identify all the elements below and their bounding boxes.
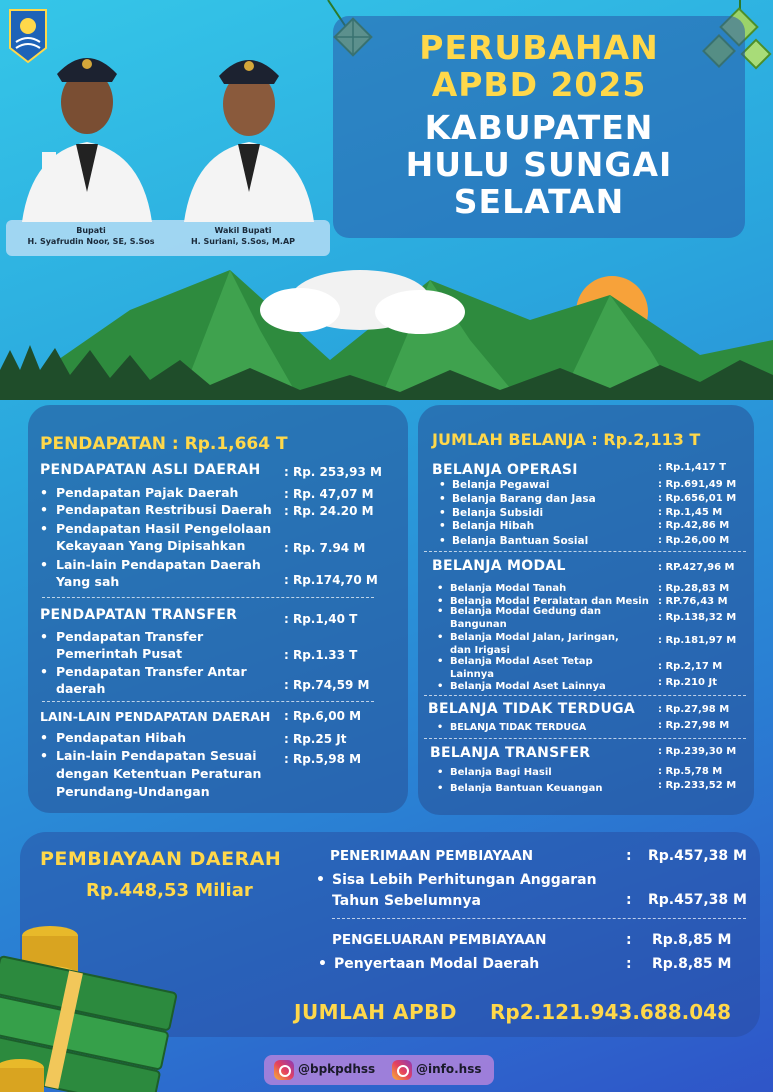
list-item-value: : Rp. 47,07 M <box>284 487 374 501</box>
list-item: • Pendapatan Hasil Pengelolaan <box>56 521 271 538</box>
belanja-transfer-label: BELANJA TRANSFER <box>430 745 591 761</box>
list-item-value: : Rp.691,49 M <box>658 479 737 490</box>
list-item: • Belanja Modal Aset Lainnya <box>450 681 606 694</box>
divider <box>424 695 746 696</box>
list-item-value: : Rp. 24.20 M <box>284 504 374 518</box>
list-item-value: : Rp.5,78 M <box>658 766 723 777</box>
title-line: KABUPATEN <box>424 107 654 147</box>
penerimaan-label: PENERIMAAN PEMBIAYAAN <box>330 848 534 864</box>
jumlah-apbd-label: JUMLAH APBD <box>294 1000 457 1024</box>
list-item: • Belanja Modal Tanah <box>450 583 566 596</box>
list-item: • Belanja Modal Aset Tetap <box>450 656 593 669</box>
list-item: • BELANJA TIDAK TERDUGA <box>450 722 586 734</box>
pendapatan-title: PENDAPATAN : Rp.1,664 T <box>40 434 288 454</box>
title-line: SELATAN <box>453 181 625 221</box>
modal-daerah-value: Rp.8,85 M <box>652 956 732 972</box>
title-line: HULU SUNGAI <box>405 144 673 184</box>
title-line: PERUBAHAN <box>419 28 659 67</box>
tak-terduga-value: : Rp.27,98 M <box>658 704 730 715</box>
list-item: • Belanja Hibah <box>452 520 534 533</box>
pengeluaran-value: Rp.8,85 M <box>652 932 732 948</box>
pembiayaan-title: PEMBIAYAAN DAERAH <box>40 848 282 870</box>
list-item-cont: dengan Ketentuan Peraturan <box>56 766 262 781</box>
belanja-title: JUMLAH BELANJA : Rp.2,113 T <box>432 430 701 449</box>
divider <box>424 551 746 552</box>
list-item-value: : Rp.42,86 M <box>658 520 730 531</box>
silpa-value: Rp.457,38 M <box>648 892 747 908</box>
list-item-cont: Perundang-Undangan <box>56 784 210 799</box>
list-item: • Pendapatan Transfer <box>56 629 203 646</box>
social-link-bpkpdhss[interactable]: @bpkpdhss <box>298 1062 376 1076</box>
pengeluaran-label: PENGELUARAN PEMBIAYAAN <box>332 932 547 948</box>
transfer-label: PENDAPATAN TRANSFER <box>40 607 238 623</box>
list-item-value: : Rp.74,59 M <box>284 678 370 692</box>
list-item-value: : Rp.174,70 M <box>284 573 378 587</box>
list-item: • Belanja Modal Gedung dan <box>450 606 601 619</box>
modal-label: BELANJA MODAL <box>432 558 566 574</box>
list-item: • Lain-lain Pendapatan Sesuai <box>56 748 257 765</box>
pembiayaan-total: Rp.448,53 Miliar <box>86 880 253 901</box>
list-item-cont: Bangunan <box>450 619 507 630</box>
list-item: • Belanja Barang dan Jasa <box>452 493 596 506</box>
operasi-label: BELANJA OPERASI <box>432 462 578 478</box>
instagram-icon <box>274 1060 294 1080</box>
operasi-value: : Rp.1,417 T <box>658 462 727 473</box>
list-item-value: : Rp.27,98 M <box>658 720 730 731</box>
jumlah-apbd-value: Rp2.121.943.688.048 <box>490 1000 732 1024</box>
colon: : <box>626 892 632 908</box>
bupati-caption <box>6 226 176 248</box>
list-item-cont: daerah <box>56 681 106 696</box>
colon: : <box>626 932 632 948</box>
pad-label: PENDAPATAN ASLI DAERAH <box>40 462 261 478</box>
list-item-value: : Rp.26,00 M <box>658 535 730 546</box>
pad-value: : Rp. 253,93 M <box>284 465 382 479</box>
list-item-cont: Kekayaan Yang Dipisahkan <box>56 538 246 553</box>
list-item-cont: Yang sah <box>56 574 120 589</box>
list-item: • Pendapatan Restribusi Daerah <box>56 502 272 519</box>
divider <box>42 597 374 598</box>
belanja-transfer-value: : Rp.239,30 M <box>658 746 737 757</box>
lain-label: LAIN-LAIN PENDAPATAN DAERAH <box>40 709 271 724</box>
list-item: • Pendapatan Hibah <box>56 730 186 747</box>
social-bar <box>264 1055 494 1085</box>
mountain-landscape <box>0 250 773 400</box>
penerimaan-value: Rp.457,38 M <box>648 848 747 864</box>
wakil-caption <box>158 226 328 248</box>
list-item-value: : Rp.1.33 T <box>284 648 358 662</box>
title-line: APBD 2025 <box>431 64 647 104</box>
list-item-cont: Tahun Sebelumnya <box>332 893 481 909</box>
list-item: • Pendapatan Pajak Daerah <box>56 485 238 502</box>
list-item: • Lain-lain Pendapatan Daerah <box>56 557 261 574</box>
page-title <box>343 30 735 221</box>
divider <box>424 738 746 739</box>
list-item: • Belanja Modal Jalan, Jaringan, <box>450 632 619 645</box>
social-link-info-hss[interactable]: @info.hss <box>416 1062 482 1076</box>
list-item-value: : Rp.1,45 M <box>658 507 723 518</box>
list-item: • Belanja Subsidi <box>452 507 543 520</box>
bupati-portrait <box>12 32 162 222</box>
list-item-value: : Rp.233,52 M <box>658 780 737 791</box>
list-item-value: : Rp.28,83 M <box>658 583 730 594</box>
list-item: • Belanja Bantuan Sosial <box>452 535 588 548</box>
list-item-value: : RP.76,43 M <box>658 596 728 607</box>
list-item-cont: Lainnya <box>450 669 495 680</box>
list-item: • Belanja Pegawai <box>452 479 549 492</box>
wakil-name: H. Suriani, S.Sos, M.AP <box>190 236 296 246</box>
lain-value: : Rp.6,00 M <box>284 709 362 723</box>
list-item-value: : Rp.25 Jt <box>284 732 347 746</box>
divider <box>332 918 746 919</box>
list-item: • Pendapatan Transfer Antar <box>56 664 247 681</box>
divider <box>42 701 374 702</box>
list-item-value: : Rp.181,97 M <box>658 635 737 646</box>
bupati-name: H. Syafrudin Noor, SE, S.Sos <box>27 236 155 246</box>
tak-terduga-label: BELANJA TIDAK TERDUGA <box>428 701 636 717</box>
list-item: • Belanja Bantuan Keuangan <box>450 783 602 796</box>
list-item: • Sisa Lebih Perhitungan Anggaran <box>332 872 597 888</box>
list-item-value: : Rp.2,17 M <box>658 661 723 672</box>
instagram-icon <box>392 1060 412 1080</box>
list-item-value: : Rp.210 Jt <box>658 677 717 688</box>
colon: : <box>626 956 632 972</box>
list-item-value: : Rp.656,01 M <box>658 493 737 504</box>
list-item: • Belanja Bagi Hasil <box>450 767 552 780</box>
list-item-value: : Rp.138,32 M <box>658 612 737 623</box>
modal-value: : RP.427,96 M <box>658 562 735 573</box>
list-item-cont: dan Irigasi <box>450 645 510 656</box>
transfer-value: : Rp.1,40 T <box>284 612 358 626</box>
wakil-bupati-portrait <box>174 32 324 222</box>
colon: : <box>626 848 632 864</box>
list-item: • Belanja Modal Peralatan dan Mesin <box>450 596 649 609</box>
list-item-cont: Pemerintah Pusat <box>56 646 183 661</box>
wakil-role: Wakil Bupati <box>214 226 272 235</box>
bupati-role: Bupati <box>76 226 106 235</box>
officials-photo <box>6 22 330 254</box>
list-item-value: : Rp.5,98 M <box>284 752 362 766</box>
money-stack-icon <box>0 918 200 1092</box>
list-item: • Penyertaan Modal Daerah <box>334 956 539 972</box>
list-item-value: : Rp. 7.94 M <box>284 541 366 555</box>
